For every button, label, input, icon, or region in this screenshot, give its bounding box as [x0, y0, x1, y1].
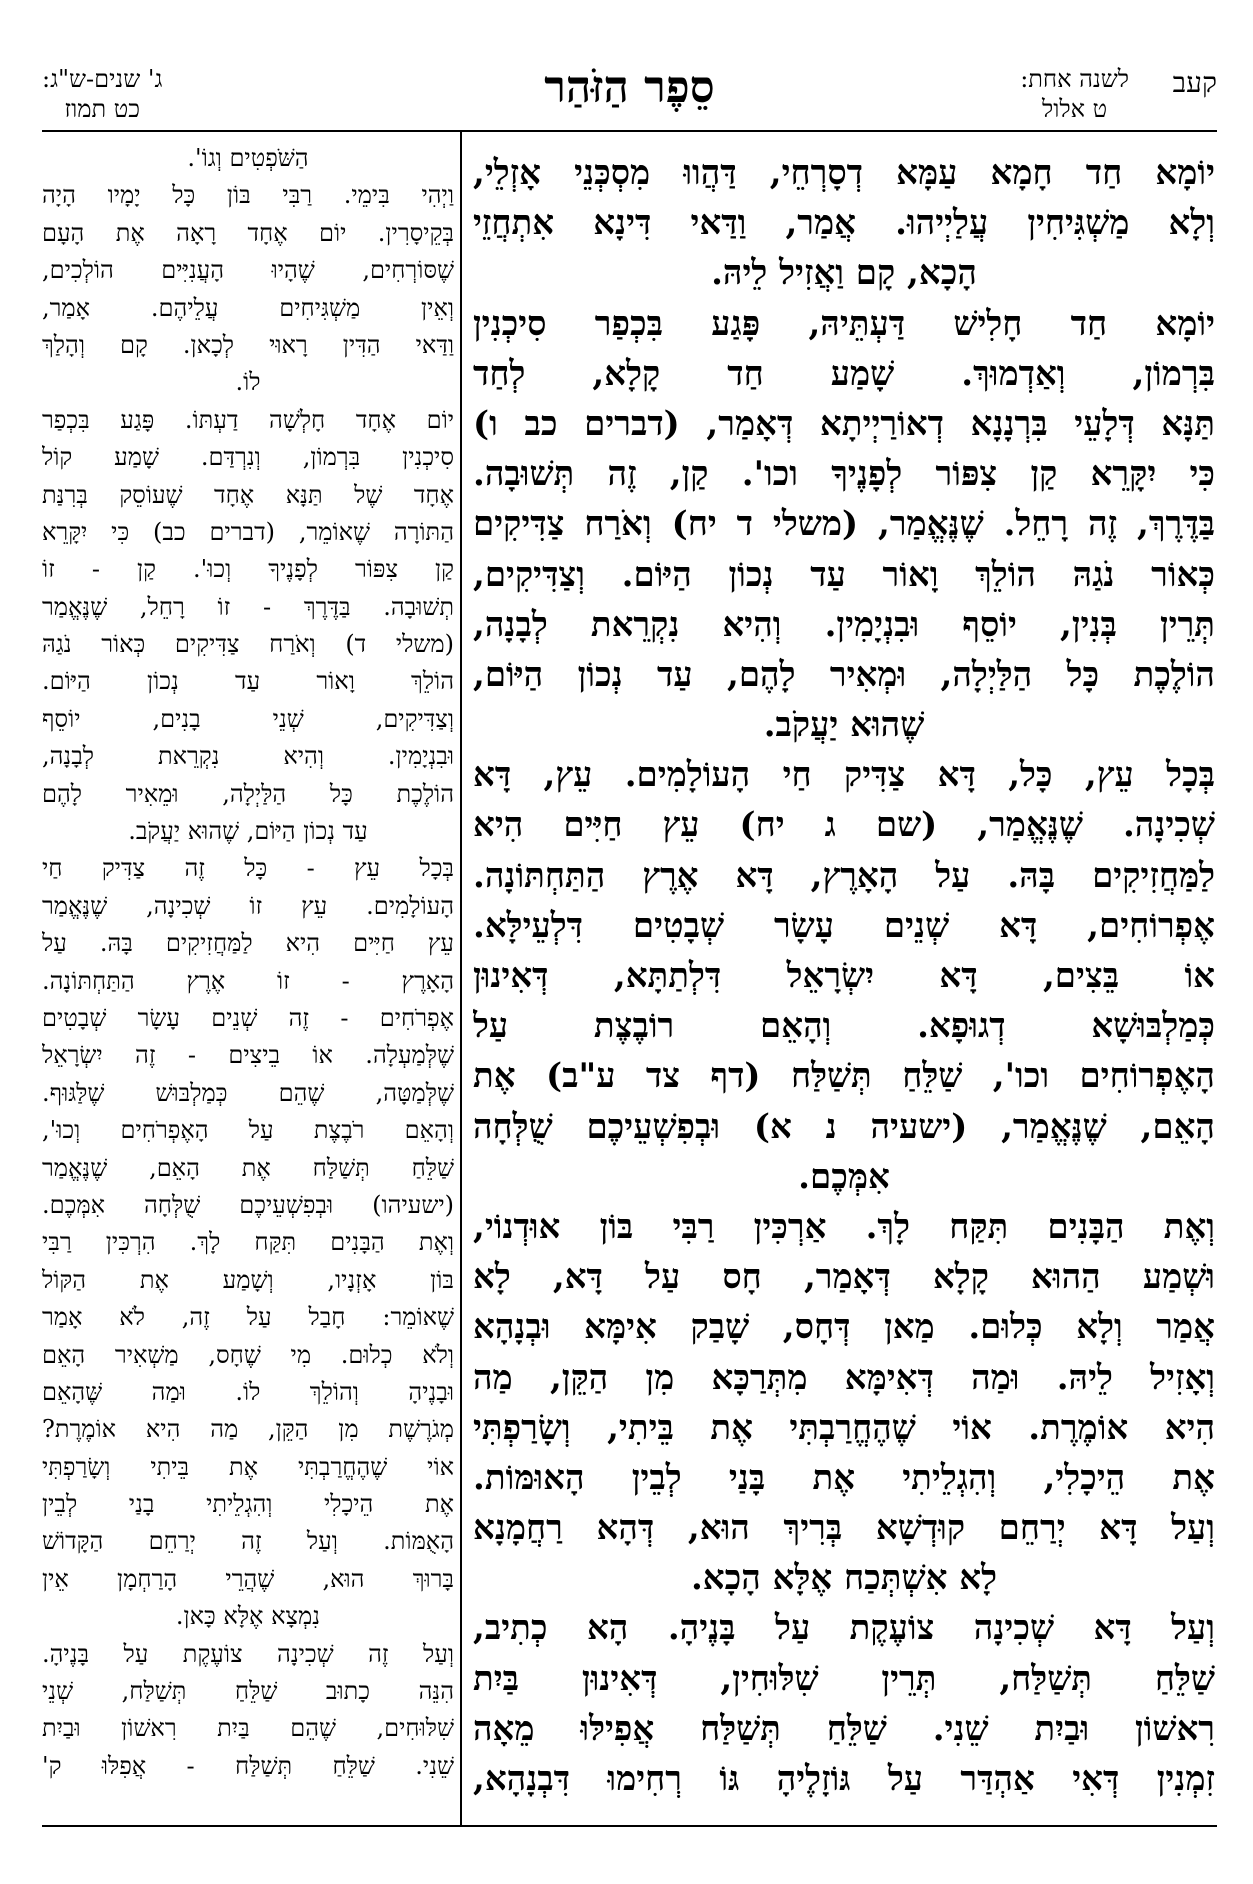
text-line: הִיא אוֹמֶרֶת. אוֹי שֶׁהֶחֱרַבְתִּי אֶת בֵּיתִי, וְשָׂרַפְתִּי	[473, 1407, 1215, 1448]
text-line: סִיכְנִין בִּרְמוֹן, וְנִרְדַּם. שָׁמַע קוֹל	[42, 443, 454, 472]
text-line: יוֹם אֶחָד חָלְשָׁה דַעְתּוֹ. פָּגַע בִּכְפַר	[42, 405, 454, 434]
hebrew-translation-column	[42, 140, 454, 1785]
text-line: הוֹלֵךְ וָאוֹר עַד נְכוֹן הַיּוֹם.	[42, 667, 454, 696]
text-line: שֶׁלְּמַעְלָה. אוֹ בֵיצִים - זֶה יִשְׂרָאֵל	[42, 1041, 454, 1070]
text-line: וְצַדִּיקִים, שְׁנֵי בָנִים, יוֹסֵף	[42, 704, 454, 733]
text-line: בְּקֵיסָרִין. יוֹם אֶחָד רָאָה אֶת הָעָם	[42, 218, 454, 247]
text-line: לוֹ.	[235, 368, 261, 397]
text-line: וּבִנְיָמִין. וְהִיא נִקְרֵאת לְבָנָה,	[42, 742, 454, 771]
text-line: הוֹלֶכֶת כָּל הַלַּיְלָה, וּמֵאִיר לָהֶם	[42, 779, 454, 808]
footer-rule	[42, 1825, 1217, 1827]
text-line: אֶחָד שֶׁל תַּנָּא אֶחָד שֶׁעוֹסֵק בְּרִנַּת	[42, 480, 454, 509]
text-line: הַשֹּׁפְטִים וְגוֹ'.	[187, 144, 309, 172]
text-line: נִמְצָא אֶלָּא כָּאן.	[175, 1602, 321, 1631]
header-rule	[42, 130, 1217, 132]
text-line: מְגֹרֶשֶׁת מִן הַקֵּן, מַה הִיא אוֹמֶרֶת?	[42, 1415, 454, 1444]
text-line: (משלי ד) וְאֹרַח צַדִּיקִים כְּאוֹר נֹגַהּ	[42, 630, 454, 659]
text-line: בּוֹן אָזְנָיו, וְשָׁמַע אֶת הַקּוֹל	[42, 1265, 454, 1294]
book-title: סֵפֶר הַזֹּהַר	[544, 62, 715, 113]
text-line: הָאֶפְרוֹחִים וכו', שַׁלֵּחַ תְּשַׁלַּח (דף צד ע"ב) אֶת	[473, 1056, 1215, 1097]
text-line: הָאֵם, שֶׁנֶּאֱמַר, (ישעיה נ א) וּבְפִשְׁעֵיכֶם שֻׁלְּחָה	[473, 1106, 1215, 1147]
text-line: שֶׁהוּא יַעֲקֹב.	[763, 705, 925, 746]
text-line: לַמַּחֲזִיקִים בָּהּ. עַל הָאָרֶץ, דָּא אֶרֶץ הַתַּחְתּוֹנָה.	[473, 855, 1215, 896]
text-line: בְּכָל עֵץ - כָּל זֶה צַדִּיק חַי	[42, 854, 454, 883]
text-line: בְּכָל עֵץ, כָּל, דָּא צַדִּיק חַי הָעוֹלָמִים. עֵץ, דָּא	[473, 755, 1215, 796]
text-line: הָאָרֶץ - זוֹ אֶרֶץ הַתַּחְתּוֹנָה.	[42, 966, 454, 995]
text-line: תַּנָּא דְּלָעֵי בִּרְנָנָא דְאוֹרַיְיתָא דְּאָמַר, (דברים כב ו)	[473, 403, 1215, 444]
text-line: אֲמַר וְלָא כְּלוּם. מַאן דְּחָס, שָׁבַק אִימָּא וּבְנָהָא	[473, 1307, 1215, 1348]
text-line: בִּרְמוֹן, וְאַדְמוּךְ. שָׁמַע חַד קָלָא, לְחַד	[473, 353, 1215, 394]
text-line: וְאֶת הַבָּנִים תִּקַּח לָךְ. הִרְכִּין רַבִּי	[42, 1228, 454, 1257]
text-line: כְּמַלְבּוּשָׁא דְגוּפָא. וְהָאֵם רוֹבֶצֶת עַל	[473, 1006, 1215, 1047]
cycle-date: כט תמוז	[64, 95, 140, 123]
text-line: כִּי יִקָּרֵא קַן צִפּוֹר לְפָנֶיךָ וכו'. קַן, זֶה תְּשׁוּבָה.	[473, 454, 1215, 495]
text-line: אִמְּכֶם.	[798, 1156, 890, 1197]
text-line: שֶׁלְּמַטָּה, שֶׁהֵם כְּמַלְבּוּשׁ שֶׁלַּגּוּף.	[42, 1078, 454, 1107]
text-line: הִנֵּה כָתוּב שַׁלֵּחַ תְּשַׁלַּח, שְׁנֵי	[42, 1677, 454, 1706]
text-line: אֶפְרֹחִים - זֶה שְׁנֵים עָשָׂר שְׁבָטִים	[42, 1003, 454, 1032]
text-line: וְעַל זֶה שְׁכִינָה צוֹעֶקֶת עַל בָּנֶיהָ.	[42, 1639, 454, 1668]
text-line: וַיְהִי בִּימֵי. רַבִּי בּוֹן כָּל יָמָיו הָיָה	[42, 181, 454, 210]
text-line: עֵץ חַיִּים הִיא לַמַּחֲזִיקִים בָּהּ. עַל	[42, 929, 454, 958]
text-line: כְּאוֹר נֹגַהּ הוֹלֵךְ וָאוֹר עַד נְכוֹן הַיּוֹם. וְצַדִּיקִים,	[473, 554, 1215, 595]
text-line: שְׁכִינָה. שֶׁנֶּאֱמַר, (שם ג יח) עֵץ חַיִּים הִיא	[473, 805, 1215, 846]
text-line: הַתּוֹרָה שֶׁאוֹמֵר, (דברים כב) כִּי יִקָּרֵא	[42, 517, 454, 546]
text-line: בָּרוּךְ הוּא, שֶׁהֲרֵי הָרַחְמָן אֵין	[42, 1564, 454, 1593]
daily-study-label: לשנה אחת:	[1020, 65, 1129, 93]
text-line: הָעוֹלָמִים. עֵץ זוֹ שְׁכִינָה, שֶׁנֶּאֱמַר	[42, 891, 454, 920]
text-line: וְעַל דָּא שְׁכִינָה צוֹעֶקֶת עַל בָּנֶיהָ. הָא כְתִיב,	[473, 1608, 1215, 1649]
text-line: הָכָא, קָם וַאֲזִיל לֵיהּ.	[711, 253, 977, 294]
text-line: וְאֶת הַבָּנִים תִּקַּח לָךְ. אַרְכִּין רַבִּי בּוֹן אוּדְנוֹי,	[473, 1206, 1215, 1247]
text-line: הָאֻמּוֹת. וְעַל זֶה יְרַחֵם הַקָּדוֹשׁ	[42, 1527, 454, 1556]
aramaic-text-column	[473, 148, 1215, 1804]
text-line: יוֹמָא חַד חָלִישׁ דַּעְתֵּיהּ, פָּגַע בִּכְפַר סִיכְנִין	[473, 303, 1215, 344]
text-line: אוֹי שֶׁהֶחֱרַבְתִּי אֶת בֵּיתִי וְשָׂרַפְתִּי	[42, 1452, 454, 1481]
text-line: לָא אִשְׁתְּכַח אֶלָּא הָכָא.	[690, 1558, 998, 1599]
cycle-study-info	[42, 64, 162, 124]
text-line: וְעַל דָּא יְרַחֵם קוּדְשָׁא בְּרִיךְ הוּא, דְּהָא רַחֲמָנָא	[473, 1508, 1215, 1549]
text-line: שַׁלֵּחַ תְּשַׁלַּח אֶת הָאֵם, שֶׁנֶּאֱמַר	[42, 1153, 454, 1182]
text-line: זִמְנִין דְּאִי אַהְדַּר עַל גּוֹזָלֶיהָ גּוֹ רְחִימוּ דִּבְנָהָא,	[473, 1759, 1215, 1799]
text-line: הוֹלֶכֶת כָּל הַלַּיְלָה, וּמְאִיר לָהֶם, עַד נְכוֹן הַיּוֹם,	[473, 654, 1215, 695]
text-line: וְאֵין מַשְׁגִּיחִים עֲלֵיהֶם. אָמַר,	[42, 293, 454, 322]
text-line: אֶפְרוֹחִים, דָּא שְׁנֵים עָשָׂר שְׁבָטִים דִּלְעֵילָּא.	[473, 905, 1215, 946]
text-line: יוֹמָא חַד חָמָא עַמָּא דְסָרְחֵי, דַּהֲווּ מִסְכְּנֵי אָזְלֵי,	[473, 153, 1215, 193]
text-line: עַד נְכוֹן הַיּוֹם, שֶׁהוּא יַעֲקֹב.	[128, 817, 368, 846]
text-line: וְהָאֵם רֹבֶצֶת עַל הָאֶפְרֹחִים וְכוּ',	[42, 1116, 454, 1145]
text-line: שֶׁאוֹמֵר: חָבַל עַל זֶה, לֹא אָמַר	[42, 1303, 454, 1332]
text-line: וְלֹא כְלוּם. מִי שֶׁחָס, מַשְׁאִיר הָאֵם	[42, 1340, 454, 1369]
text-line: שִׁלּוּחִים, שֶׁהֵם בַּיִת רִאשׁוֹן וּבַיִת	[42, 1714, 454, 1743]
text-line: שֵׁנִי. שַׁלֵּחַ תְּשַׁלַּח - אֲפִלּוּ ק'	[42, 1751, 454, 1780]
text-line: קַן צִפּוֹר לְפָנֶיךָ וְכוּ'. קַן - זוֹ	[42, 555, 454, 584]
cycle-label: ג' שנים-ש"ג:	[42, 65, 163, 93]
text-line: וַדַּאי הַדִּין רָאוּי לְכָאן. קָם וְהָלַךְ	[42, 330, 454, 359]
text-line: וְלָא מַשְׁגִּיחִין עֲלַיְיהוּ. אֲמַר, וַדַּאי דִּינָא אִתְחֲזֵי	[473, 203, 1215, 244]
text-line: אֶת הֵיכָלִי, וְהִגְלֵיתִי אֶת בָּנַי לְבֵין הָאוּמּוֹת.	[473, 1457, 1215, 1498]
text-line: תְשׁוּבָה. בַּדֶּרֶךְ - זוֹ רָחֵל, שֶׁנֶּאֱמַר	[42, 592, 454, 621]
text-line: שֶׁסּוֹרְחִים, שֶׁהָיוּ הָעֲנִיִּים הוֹלְכִים,	[42, 256, 454, 285]
daily-study-date: ט אלול	[1042, 95, 1108, 123]
text-line: וּשְׁמַע הַהוּא קָלָא דְּאָמַר, חָס עַל דָּא, לָא	[473, 1257, 1215, 1298]
text-line: תְּרֵין בְּנִין, יוֹסֵף וּבִנְיָמִין. וְהִיא נִקְרֵאת לְבָנָה,	[473, 604, 1215, 645]
text-line: בַּדֶּרֶךְ, זֶה רָחֵל. שֶׁנֶּאֱמַר, (משלי ד יח) וְאֹרַח צַדִּיקִים	[473, 504, 1215, 545]
text-line: אוֹ בֵּצִים, דָּא יִשְׂרָאֵל דִּלְתַתָּא, דְּאִינוּן	[473, 956, 1215, 996]
folio-number: קעב	[1172, 66, 1217, 99]
text-line: אֶת הֵיכָלִי וְהִגְלֵיתִי בָנַי לְבֵין	[42, 1490, 454, 1519]
page-header	[42, 60, 1217, 128]
text-line: רִאשׁוֹן וּבַיִת שֵׁנִי. שַׁלֵּחַ תְּשַׁלַּח אֲפִילּוּ מֵאָה	[473, 1708, 1215, 1749]
column-divider	[460, 132, 462, 1825]
text-line: (ישעיהו) וּבְפִשְׁעֵיכֶם שֻׁלְּחָה אִמְּכֶם.	[42, 1190, 454, 1219]
text-line: וְאָזִיל לֵיהּ. וּמַה דְּאִימָּא מִתְּרַכָּא מִן הַקֵּן, מַה	[473, 1357, 1215, 1398]
text-line: שַׁלֵּחַ תְּשַׁלַּח, תְּרֵין שִׁלּוּחִין, דְּאִינוּן בַּיִת	[473, 1658, 1215, 1699]
text-line: וּבָנֶיהָ וְהוֹלֵךְ לוֹ. וּמַה שֶּׁהָאֵם	[42, 1377, 454, 1406]
